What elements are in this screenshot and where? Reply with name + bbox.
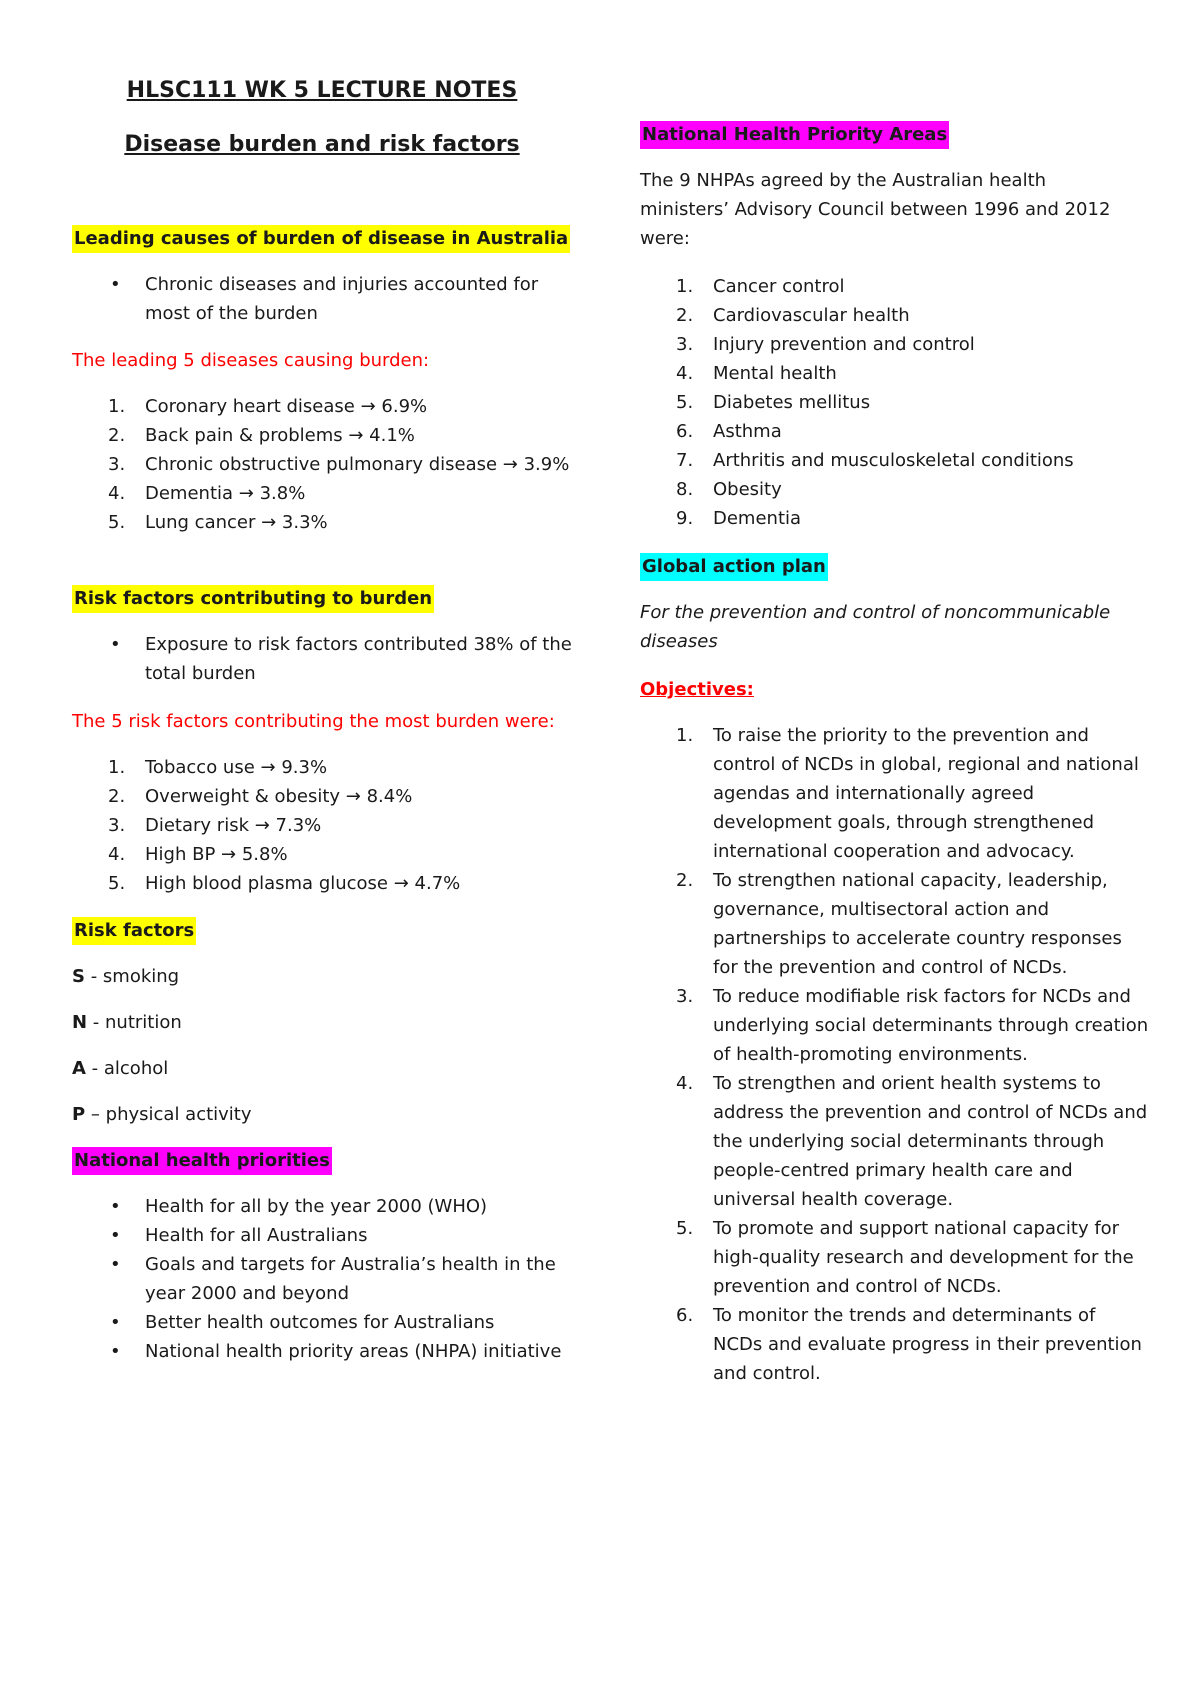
list-item: 4. Dementia → 3.8%: [108, 483, 306, 504]
nhpa-intro: The 9 NHPAs agreed by the Australian health ministers’ Advisory Council between 1996 and 2012 were:: [640, 170, 1111, 249]
nhpa-heading: National Health Priority Areas: [640, 121, 949, 149]
leading-diseases-heading: The leading 5 diseases causing burden:: [72, 350, 430, 371]
global-heading: Global action plan: [640, 553, 828, 581]
list-item: • Chronic diseases and injuries accounted for most of the burden: [72, 270, 572, 328]
list-item: 3. Dietary risk → 7.3%: [108, 815, 322, 836]
priorities-heading: National health priorities: [72, 1147, 332, 1175]
nhpa-heading-block: [640, 120, 1140, 149]
list-item: 1. Cancer control: [676, 276, 845, 297]
top-risk-heading: The 5 risk factors contributing the most burden were:: [72, 711, 555, 732]
list-item: • Exposure to risk factors contributed 38% of the total burden: [72, 630, 572, 688]
list-item: 4. High BP → 5.8%: [108, 844, 288, 865]
objectives-list: [640, 721, 1150, 1388]
snap-heading: Risk factors: [72, 917, 196, 945]
risk-burden-list: [72, 630, 572, 688]
list-item: • National health priority areas (NHPA) initiative: [72, 1337, 572, 1366]
snap-item-n: N - nutrition: [72, 1012, 182, 1033]
document-title: HLSC111 WK 5 LECTURE NOTES: [126, 78, 518, 103]
list-item: 3. To reduce modifiable risk factors for NCDs and underlying social determinants through creation of health-promoting environments.: [676, 986, 1149, 1065]
nhpa-list: [640, 272, 1140, 533]
list-item: 2. Cardiovascular health: [676, 305, 910, 326]
leading-causes-list: [72, 270, 572, 328]
risk-burden-heading-block: [72, 584, 572, 613]
list-item: 1. Coronary heart disease → 6.9%: [108, 396, 428, 417]
snap-item-s: S - smoking: [72, 966, 180, 987]
list-item: 1. To raise the priority to the prevention and control of NCDs in global, regional and national agendas and internationally agreed development goals, through strengthened international cooperation and advocacy.: [676, 725, 1139, 862]
list-item: 2. Overweight & obesity → 8.4%: [108, 786, 413, 807]
list-item: • Goals and targets for Australia’s health in the year 2000 and beyond: [72, 1250, 572, 1308]
list-item: 6. To monitor the trends and determinants of NCDs and evaluate progress in their prevention and control.: [676, 1305, 1142, 1384]
list-item: 3. Injury prevention and control: [676, 334, 975, 355]
snap-heading-block: [72, 916, 572, 945]
leading-causes-heading-block: [72, 224, 572, 253]
leading-causes-heading: Leading causes of burden of disease in Australia: [72, 225, 570, 253]
list-item: 5. Lung cancer → 3.3%: [108, 512, 328, 533]
list-item: 5. Diabetes mellitus: [676, 392, 871, 413]
list-item: 4. To strengthen and orient health systems to address the prevention and control of NCDs and the underlying social determinants through people-centred primary health care and universal health coverage.: [676, 1073, 1148, 1210]
snap-item-a: A - alcohol: [72, 1058, 169, 1079]
list-item: 2. Back pain & problems → 4.1%: [108, 425, 415, 446]
list-item: 4. Mental health: [676, 363, 837, 384]
list-item: • Health for all Australians: [72, 1221, 572, 1250]
global-subtitle: For the prevention and control of noncommunicable diseases: [640, 602, 1111, 652]
document-subtitle: Disease burden and risk factors: [124, 132, 520, 157]
list-item: 3. Chronic obstructive pulmonary disease → 3.9%: [108, 454, 570, 475]
objectives-label: Objectives:: [640, 679, 754, 700]
list-item: 8. Obesity: [676, 479, 782, 500]
leading-diseases-list: [72, 392, 572, 537]
global-heading-block: [640, 552, 1140, 581]
priorities-heading-block: [72, 1146, 572, 1175]
risk-burden-heading: Risk factors contributing to burden: [72, 585, 434, 613]
list-item: 5. To promote and support national capacity for high-quality research and development for the prevention and control of NCDs.: [676, 1218, 1134, 1297]
list-item: 6. Asthma: [676, 421, 782, 442]
list-item: 9. Dementia: [676, 508, 802, 529]
list-item: 7. Arthritis and musculoskeletal conditions: [676, 450, 1074, 471]
snap-item-p: P – physical activity: [72, 1104, 252, 1125]
priorities-list: [72, 1192, 572, 1366]
list-item: 5. High blood plasma glucose → 4.7%: [108, 873, 461, 894]
list-item: • Health for all by the year 2000 (WHO): [72, 1192, 572, 1221]
top-risk-list: [72, 753, 572, 898]
list-item: • Better health outcomes for Australians: [72, 1308, 572, 1337]
list-item: 2. To strengthen national capacity, leadership, governance, multisectoral action and partnerships to accelerate country responses for the prevention and control of NCDs.: [676, 870, 1122, 978]
list-item: 1. Tobacco use → 9.3%: [108, 757, 328, 778]
